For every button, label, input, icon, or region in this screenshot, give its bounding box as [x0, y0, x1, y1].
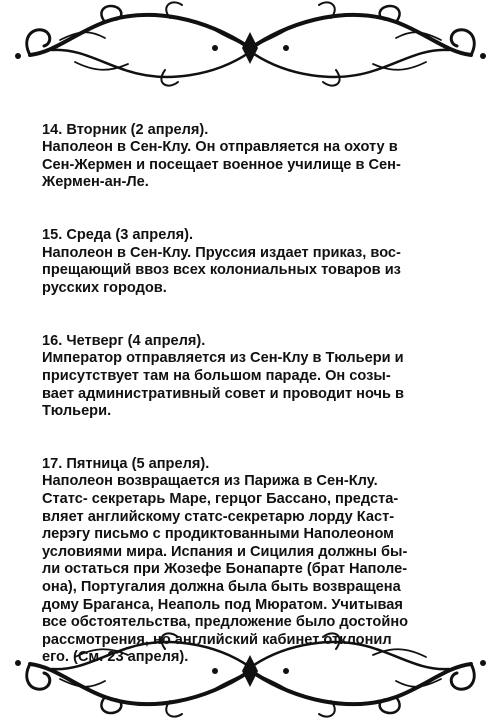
bottom-ornament-divider — [0, 627, 501, 719]
chronicle-text — [42, 104, 488, 702]
entry-body: Наполеон в Сен-Клу. Пруссия издает приказ, вос- прещающий ввоз всех колониальных товаров из русских городов. — [42, 244, 401, 296]
entry-body: Наполеон в Сен-Клу. Он отправляется на охоту в Сен-Жермен и посещает военное училище в Сен- Жермен-ан-Ле. — [42, 139, 401, 191]
entry-15 — [42, 227, 488, 297]
top-ornament-divider — [0, 0, 501, 92]
entry-14 — [42, 122, 488, 192]
entry-body: Наполеон возвращается из Парижа в Сен-Клу. Статс- секретарь Маре, герцог Бассано, предста- вляет английскому статс-секретарю лорду Каст- лерэгу письмо с продиктованными Наполеоном условиями мира. Испания и Сицилия должны бы- ли остаться при Жозефе Бонапарте (брат Наполе- она), Португалия должна была быть возвращена дому Браганса, Неаполь под Мюратом. Учитывая все обстоятельства, предложение было достойно рассмотрения, но английский кабинет отклонил его. (См. 23 апреля). — [42, 473, 409, 666]
entry-heading: 17. Пятница (5 апреля). — [42, 455, 210, 472]
entry-body: Император отправляется из Сен-Клу в Тюльери и присутствует там на большом параде. Он созы- вает административный совет и проводит ночь в Тюльери. — [42, 350, 405, 420]
entry-16 — [42, 333, 488, 421]
entry-heading: 15. Среда (3 апреля). — [42, 227, 194, 244]
entry-heading: 14. Вторник (2 апреля). — [42, 121, 209, 138]
entry-heading: 16. Четверг (4 апреля). — [42, 332, 206, 349]
